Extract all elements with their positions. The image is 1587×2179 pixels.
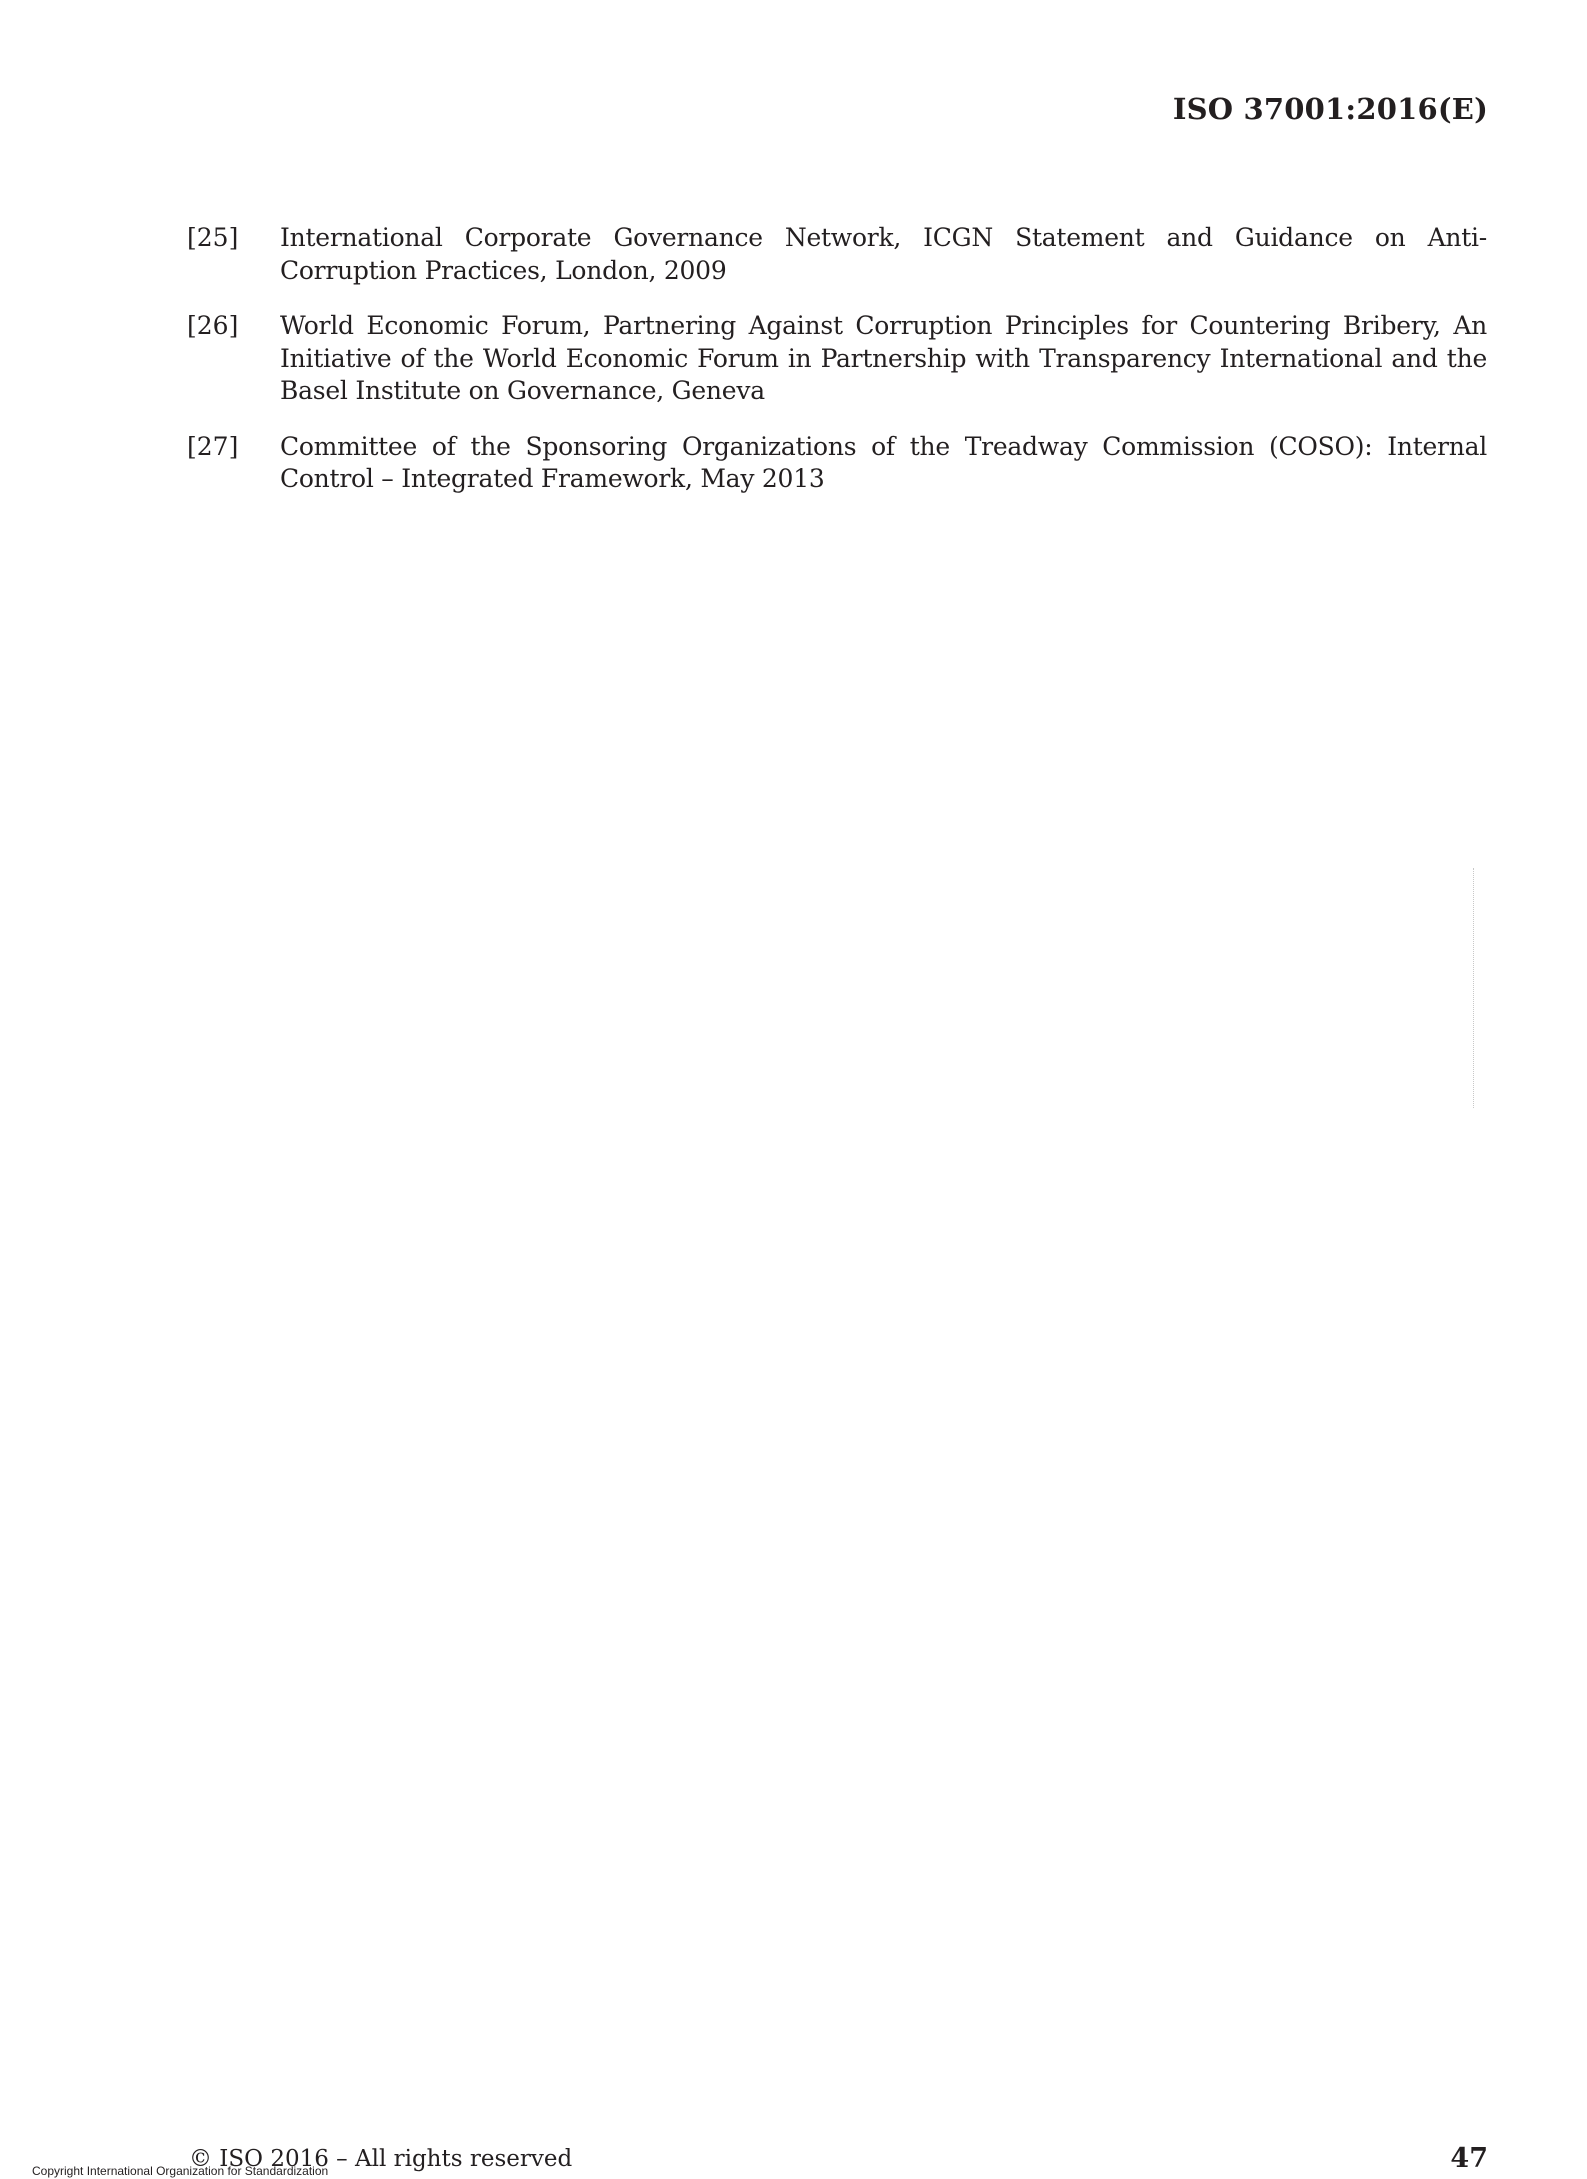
reference-number: [26] [187,311,239,340]
footer-copyright: © ISO 2016 – All rights reserved [189,2146,573,2172]
document-id-header: ISO 37001:2016(E) [1172,92,1488,126]
footer-watermark: Copyright International Organization for Standardization [32,2164,329,2178]
bibliography-entry [187,310,1487,408]
bibliography-list [187,222,1487,519]
page-number: 47 [1450,2143,1488,2174]
scan-artifact-mark [1473,868,1476,1108]
reference-text: Committee of the Sponsoring Organizations of the Treadway Commission (COSO): Internal Control – Integrated Framework, May 2013 [280,431,1487,493]
bibliography-entry [187,222,1487,287]
reference-text: World Economic Forum, Partnering Against Corruption Principles for Countering Bribery, An Initiative of the World Economic Forum in Partnership with Transparency International and the Basel Institute on Governance, Geneva [280,311,1487,405]
reference-number: [25] [187,223,239,252]
reference-text: International Corporate Governance Network, ICGN Statement and Guidance on Anti-Corruption Practices, London, 2009 [280,223,1487,285]
bibliography-entry [187,431,1487,496]
reference-number: [27] [187,431,239,461]
